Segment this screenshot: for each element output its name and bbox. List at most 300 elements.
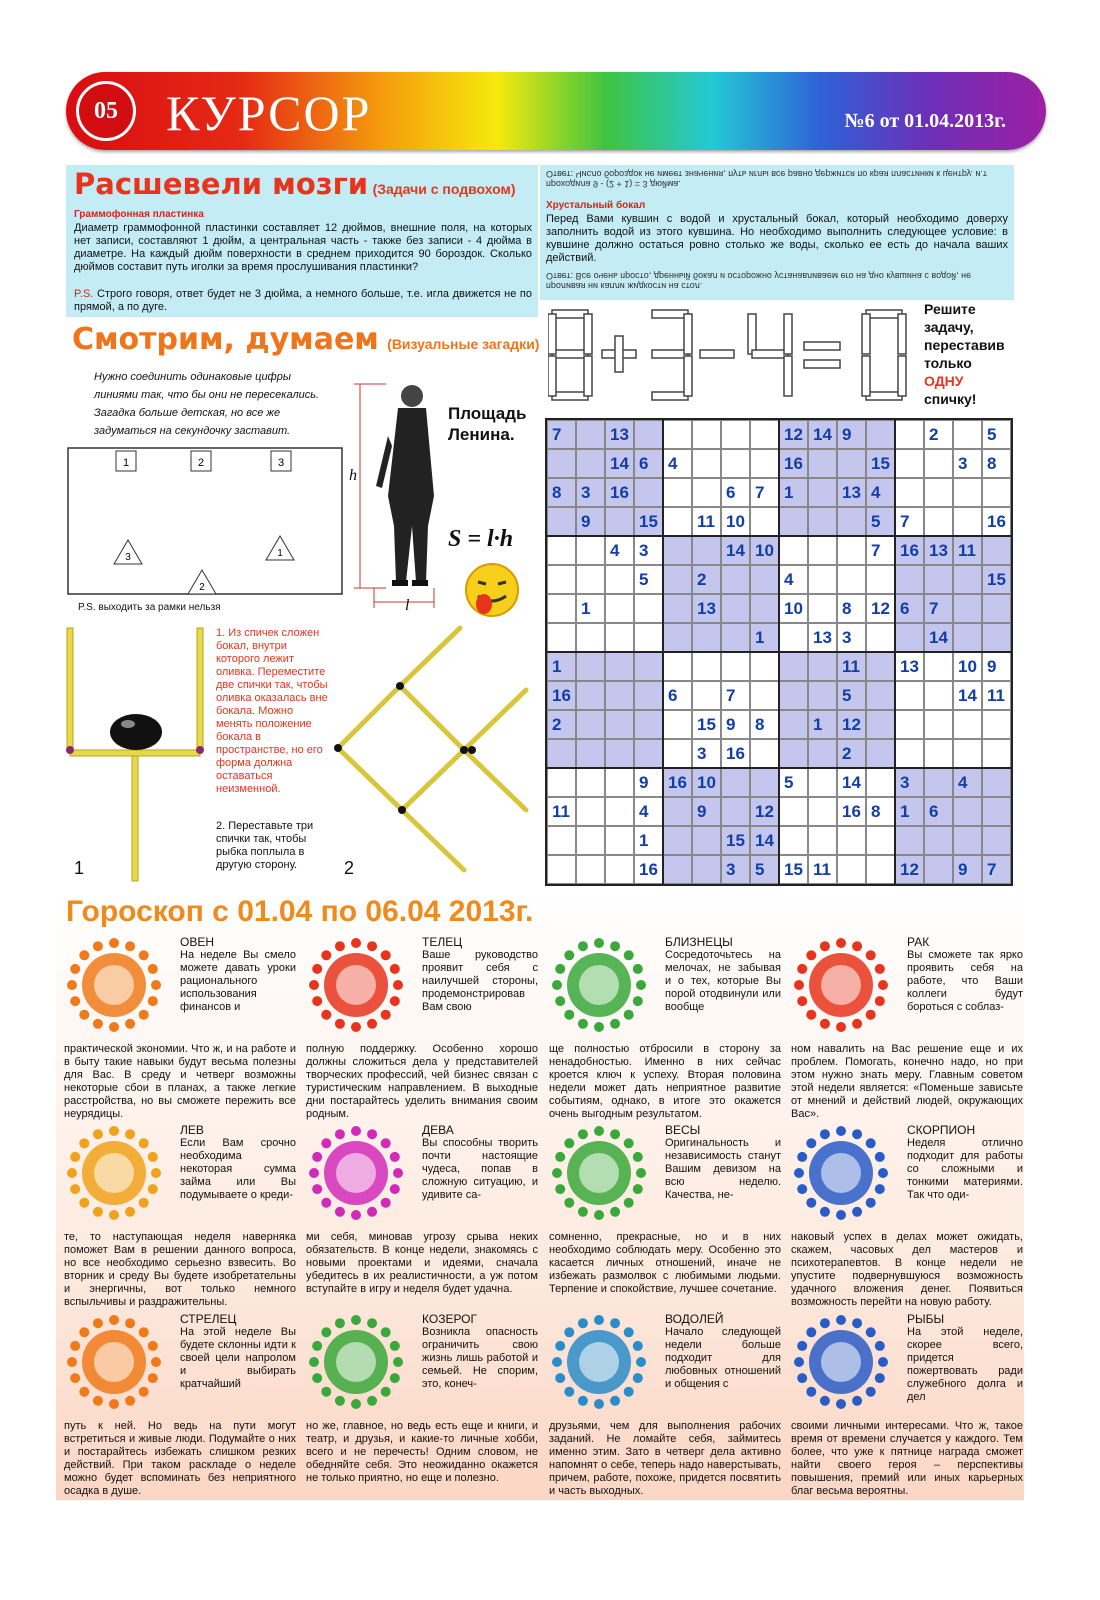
mirrored-answer-1 [546,169,1008,189]
sudoku-cell[interactable]: 12 [866,594,895,623]
sudoku-cell[interactable]: 8 [837,594,866,623]
pisces-icon [791,1312,891,1412]
sudoku-cell[interactable]: 12 [837,710,866,739]
task1-title: Граммофонная пластинка [74,209,204,220]
sudoku-cell[interactable] [953,420,982,449]
sudoku-cell[interactable] [953,710,982,739]
sudoku-cell[interactable] [605,826,634,855]
sudoku-cell[interactable]: 1 [808,710,837,739]
sudoku-cell[interactable] [953,478,982,507]
sign-name: СКОРПИОН [907,1123,976,1137]
sudoku-cell[interactable] [895,449,924,478]
sudoku-cell[interactable] [779,536,808,565]
sudoku-cell[interactable]: 11 [808,855,837,884]
sudoku-cell[interactable]: 3 [837,623,866,652]
sudoku-cell[interactable] [663,739,692,768]
sudoku-cell[interactable]: 7 [866,536,895,565]
sudoku-cell[interactable]: 15 [692,710,721,739]
sudoku-cell[interactable]: 10 [692,768,721,797]
sudoku-cell[interactable]: 7 [895,507,924,536]
figure-number-2: 2 [344,858,355,878]
sudoku-cell[interactable]: 13 [808,623,837,652]
sudoku-cell[interactable] [605,739,634,768]
sudoku-cell[interactable] [576,565,605,594]
sudoku-cell[interactable] [779,797,808,826]
sudoku-cell[interactable] [866,565,895,594]
sudoku-cell[interactable] [808,536,837,565]
sudoku-cell[interactable] [895,826,924,855]
sudoku-cell[interactable] [982,478,1011,507]
sudoku-cell[interactable] [692,449,721,478]
sudoku-cell[interactable]: 8 [547,478,576,507]
puzzle-line: Нужно соединить одинаковые цифры [94,371,291,383]
sudoku-cell[interactable] [895,681,924,710]
sign-intro: Оригинальность и независимость станут Вашим девизом на всю неделю. Качества, не- [665,1137,781,1201]
sudoku-cell[interactable] [837,565,866,594]
axis-l-label: l [405,597,410,614]
aries-icon [64,935,164,1035]
sudoku-cell[interactable]: 1 [547,652,576,681]
sudoku-cell[interactable] [866,652,895,681]
sudoku-cell[interactable] [953,739,982,768]
sudoku-cell[interactable] [808,739,837,768]
page-number: 05 [76,81,136,141]
sudoku-cell[interactable] [605,594,634,623]
sudoku-cell[interactable] [663,797,692,826]
sudoku-cell[interactable] [779,826,808,855]
sign-forecast: полную поддержку. Особенно хорошо должны сложиться дела у представителей творческих профессий, чей бизнес связан с туристическим направлением. В выходные дни постарайтесь уделить внимания своим родным. [306,1043,538,1120]
sudoku-cell[interactable]: 4 [634,797,663,826]
sudoku-cell[interactable]: 5 [837,681,866,710]
sudoku-cell[interactable]: 16 [837,797,866,826]
sudoku-cell[interactable]: 5 [779,768,808,797]
sudoku-cell[interactable] [837,536,866,565]
sudoku-cell[interactable]: 13 [895,652,924,681]
sudoku-cell[interactable]: 14 [750,826,779,855]
sudoku-cell[interactable] [866,420,895,449]
taurus-icon [306,935,406,1035]
sudoku-cell[interactable]: 7 [982,855,1011,884]
sign-name: РЫБЫ [907,1312,945,1326]
sudoku-cell[interactable]: 11 [692,507,721,536]
sudoku-cell[interactable] [576,826,605,855]
sudoku-cell[interactable] [953,507,982,536]
sudoku-cell[interactable] [895,739,924,768]
sudoku-cell[interactable] [692,478,721,507]
sudoku-cell[interactable]: 4 [663,449,692,478]
sudoku-cell[interactable] [982,739,1011,768]
task1-ps [74,288,532,314]
sudoku-cell[interactable]: 9 [837,420,866,449]
sudoku-cell[interactable] [663,855,692,884]
sudoku-cell[interactable]: 6 [895,594,924,623]
sudoku-cell[interactable] [750,739,779,768]
sudoku-cell[interactable] [779,681,808,710]
sudoku-cell[interactable] [750,594,779,623]
sudoku-cell[interactable]: 3 [634,536,663,565]
sudoku-cell[interactable] [663,420,692,449]
sudoku-cell[interactable]: 1 [779,478,808,507]
sudoku-cell[interactable] [924,478,953,507]
sudoku-cell[interactable] [750,652,779,681]
sudoku-cell[interactable] [982,536,1011,565]
sudoku-cell[interactable]: 11 [837,652,866,681]
box-label: 1 [122,457,130,469]
sudoku-cell[interactable] [982,797,1011,826]
sudoku-cell[interactable] [866,739,895,768]
sudoku-cell[interactable] [808,507,837,536]
sudoku-cell[interactable] [634,681,663,710]
sudoku-cell[interactable] [837,826,866,855]
sudoku-cell[interactable]: 14 [924,623,953,652]
sudoku-cell[interactable]: 16 [547,681,576,710]
sudoku-cell[interactable]: 3 [895,768,924,797]
sudoku-cell[interactable] [634,623,663,652]
sudoku-cell[interactable] [924,681,953,710]
sudoku-cell[interactable]: 9 [692,797,721,826]
sudoku-cell[interactable] [779,652,808,681]
sudoku-cell[interactable]: 16 [779,449,808,478]
sudoku-cell[interactable]: 3 [953,449,982,478]
sudoku-cell[interactable] [808,478,837,507]
sudoku-cell[interactable]: 9 [576,507,605,536]
sudoku-cell[interactable] [924,565,953,594]
sudoku-cell[interactable]: 11 [982,681,1011,710]
sudoku-cell[interactable]: 15 [982,565,1011,594]
sudoku-cell[interactable]: 4 [866,478,895,507]
sudoku-cell[interactable]: 5 [982,420,1011,449]
sudoku-cell[interactable] [808,652,837,681]
sudoku-cell[interactable] [576,681,605,710]
sudoku-cell[interactable]: 11 [953,536,982,565]
sudoku-cell[interactable] [750,420,779,449]
sudoku-cell[interactable]: 11 [547,797,576,826]
sudoku-cell[interactable] [692,536,721,565]
sudoku-cell[interactable] [547,594,576,623]
task1-ps-text: Строго говоря, ответ будет не 3 дюйма, а немного больше, т.е. игла движется не по прямой, а по дуге. [74,288,533,313]
sudoku-cell[interactable] [895,710,924,739]
sudoku-cell[interactable]: 5 [866,507,895,536]
sudoku-cell[interactable]: 2 [547,710,576,739]
sudoku-cell[interactable] [663,594,692,623]
sudoku-cell[interactable] [547,855,576,884]
visual-title: Смотрим, думаем [72,322,379,357]
sudoku-cell[interactable]: 5 [634,565,663,594]
sudoku-cell[interactable]: 7 [924,594,953,623]
task2-title: Хрустальный бокал [546,200,646,211]
sign-forecast: путь к ней. Но ведь на пути могут встретиться и живые люди. Подумайте о них и постарайтесь избежать слишком резких действий. При таком раскладе о неделе можно будет вспоминать без неприятного осадка в душе. [64,1420,296,1497]
sudoku-cell[interactable]: 13 [837,478,866,507]
sudoku-cell[interactable] [663,710,692,739]
sudoku-cell[interactable]: 5 [750,855,779,884]
sudoku-cell[interactable] [576,768,605,797]
sudoku-cell[interactable] [634,652,663,681]
sign-name: ЛЕВ [180,1123,204,1137]
sign-intro: На этой неделе, скорее всего, придется пожертвовать ради служебного долга и дел [907,1326,1023,1403]
sudoku-cell[interactable]: 16 [982,507,1011,536]
sudoku-cell[interactable]: 13 [924,536,953,565]
sudoku-cell[interactable]: 6 [663,681,692,710]
sudoku-cell[interactable]: 4 [953,768,982,797]
sudoku-cell[interactable] [576,855,605,884]
sudoku-cell[interactable] [576,652,605,681]
sudoku-cell[interactable]: 3 [576,478,605,507]
sudoku-cell[interactable]: 15 [634,507,663,536]
sudoku-cell[interactable] [634,478,663,507]
sudoku-cell[interactable]: 3 [721,855,750,884]
sudoku-cell[interactable] [750,507,779,536]
sudoku-cell[interactable] [866,826,895,855]
sudoku-cell[interactable] [605,681,634,710]
sudoku-cell[interactable] [982,594,1011,623]
sudoku-cell[interactable] [982,623,1011,652]
sudoku-cell[interactable]: 1 [895,797,924,826]
sudoku-cell[interactable] [547,768,576,797]
capricorn-icon [306,1312,406,1412]
sign-intro: Вы способны творить почти настоящие чудеса, попав в сложную ситуацию, и удивите са- [422,1137,538,1201]
sign-name: БЛИЗНЕЦЫ [665,935,733,949]
sudoku-cell[interactable]: 7 [750,478,779,507]
sudoku-cell[interactable]: 2 [837,739,866,768]
sudoku-cell[interactable] [634,710,663,739]
sudoku-cell[interactable] [605,768,634,797]
sign-forecast: наковый успех в делах может ожидать, скажем, часовых дел мастеров и психотерапевтов. В конце недели не упустите подвернувшуюся возможность удачного вложения денег. Появиться возможность перейти на новую работу. [791,1231,1023,1308]
sudoku-cell[interactable]: 7 [547,420,576,449]
sudoku-cell[interactable] [837,855,866,884]
sudoku-cell[interactable] [924,710,953,739]
sudoku-cell[interactable] [750,565,779,594]
sudoku-cell[interactable]: 9 [953,855,982,884]
sudoku-cell[interactable] [576,710,605,739]
sudoku-cell[interactable]: 10 [750,536,779,565]
sudoku-cell[interactable] [808,681,837,710]
sudoku-cell[interactable] [779,739,808,768]
sudoku-cell[interactable] [982,826,1011,855]
sudoku-cell[interactable] [750,681,779,710]
sudoku-cell[interactable]: 1 [576,594,605,623]
sudoku-cell[interactable] [547,507,576,536]
sudoku-cell[interactable] [576,739,605,768]
sudoku-cell[interactable] [663,565,692,594]
sudoku-cell[interactable]: 9 [721,710,750,739]
mirror-line: проходила 9 - (2 + 1) = 3 дюйма. [546,179,681,189]
sudoku-cell[interactable] [924,449,953,478]
sudoku-cell[interactable] [547,739,576,768]
sudoku-cell[interactable] [808,565,837,594]
sudoku-cell[interactable]: 16 [895,536,924,565]
sudoku-cell[interactable] [779,710,808,739]
sudoku-cell[interactable]: 9 [634,768,663,797]
sudoku-cell[interactable]: 10 [953,652,982,681]
sudoku-cell[interactable] [605,623,634,652]
caption-line: задачу, [924,319,974,335]
sudoku-cell[interactable]: 12 [779,420,808,449]
sudoku-cell[interactable] [634,739,663,768]
sudoku-cell[interactable]: 15 [721,826,750,855]
sudoku-cell[interactable]: 15 [779,855,808,884]
sudoku-cell[interactable] [750,768,779,797]
sudoku-cell[interactable] [721,565,750,594]
sudoku-cell[interactable] [605,797,634,826]
sudoku-cell[interactable] [692,855,721,884]
sudoku-cell[interactable] [663,826,692,855]
sudoku-cell[interactable] [924,855,953,884]
sudoku-cell[interactable]: 13 [692,594,721,623]
sudoku-cell[interactable] [663,536,692,565]
sign-intro: Неделя отлично подходит для работы со сложными и тонкими материями. Так что оди- [907,1137,1023,1201]
sudoku-cell[interactable] [837,449,866,478]
sudoku-block-divider [547,651,1011,653]
sudoku-cell[interactable] [953,565,982,594]
sudoku-cell[interactable] [721,652,750,681]
sudoku-cell[interactable] [924,826,953,855]
sudoku-cell[interactable] [634,420,663,449]
sudoku-cell[interactable] [808,797,837,826]
visual-title-block [72,322,539,357]
libra-icon [549,1123,649,1223]
match-task-2: 2. Переставьте три спички так, чтобы рыбка поплыла в другую сторону. [216,820,314,871]
sudoku-cell[interactable]: 8 [866,797,895,826]
sudoku-cell[interactable] [924,652,953,681]
sudoku-cell[interactable] [692,826,721,855]
sudoku-cell[interactable] [605,855,634,884]
sudoku-cell[interactable]: 16 [663,768,692,797]
sudoku-cell[interactable] [576,536,605,565]
sudoku-cell[interactable] [547,449,576,478]
sudoku-cell[interactable] [576,420,605,449]
sudoku-cell[interactable] [866,768,895,797]
sudoku-cell[interactable] [692,420,721,449]
sudoku-cell[interactable] [895,565,924,594]
sudoku-cell[interactable] [721,449,750,478]
lenin-figure-illustration [346,376,446,611]
sudoku-cell[interactable] [779,507,808,536]
sudoku-cell[interactable] [547,536,576,565]
sudoku-cell[interactable] [663,507,692,536]
sudoku-cell[interactable] [605,710,634,739]
sign-intro: Ваше руководство проявит себя с наилучшей стороны, продемонстрировав Вам свою [422,949,538,1013]
sudoku-cell[interactable]: 12 [750,797,779,826]
sudoku-cell[interactable] [866,710,895,739]
sudoku-cell[interactable] [721,768,750,797]
sudoku-cell[interactable]: 14 [953,681,982,710]
sudoku-cell[interactable]: 2 [692,565,721,594]
sudoku-cell[interactable] [808,768,837,797]
sudoku-cell[interactable]: 1 [634,826,663,855]
sudoku-cell[interactable] [866,623,895,652]
caption-line: переставив [924,337,1005,353]
sudoku-cell[interactable] [808,594,837,623]
sudoku-cell[interactable] [663,478,692,507]
sudoku-cell[interactable] [692,623,721,652]
sign-intro: Возникла опасность ограничить свою жизнь лишь работой и семьей. Не спорим, это, конеч- [422,1326,538,1390]
sudoku-cell[interactable] [779,623,808,652]
sudoku-cell[interactable]: 3 [692,739,721,768]
sudoku-cell[interactable] [953,623,982,652]
sudoku-cell[interactable]: 14 [605,449,634,478]
sudoku-cell[interactable]: 4 [605,536,634,565]
sudoku-cell[interactable] [866,855,895,884]
sudoku-cell[interactable] [895,420,924,449]
sudoku-cell[interactable]: 14 [721,536,750,565]
sudoku-cell[interactable]: 13 [605,420,634,449]
sudoku-cell[interactable] [663,623,692,652]
sudoku-cell[interactable] [953,797,982,826]
sudoku-cell[interactable]: 2 [924,420,953,449]
sudoku-cell[interactable] [605,565,634,594]
sudoku-cell[interactable] [721,797,750,826]
sudoku-cell[interactable]: 8 [982,449,1011,478]
sudoku-cell[interactable]: 7 [721,681,750,710]
sudoku-cell[interactable] [576,797,605,826]
sign-name: СТРЕЛЕЦ [180,1312,237,1326]
sudoku-cell[interactable] [547,623,576,652]
sudoku-cell[interactable] [924,739,953,768]
matchstick-glass-puzzle [62,624,212,886]
sudoku-cell[interactable]: 14 [808,420,837,449]
mirror-line: Ответ: Все очень просто, дренный бокал и осторожно устанавливаем его на дно кувшина с водой, не [546,271,972,281]
sudoku-cell[interactable]: 8 [750,710,779,739]
sudoku-cell[interactable] [721,420,750,449]
sudoku-cell[interactable] [837,507,866,536]
sudoku-cell[interactable]: 6 [721,478,750,507]
sign-name: ОВЕН [180,935,215,949]
sudoku-cell[interactable] [808,449,837,478]
sudoku-cell[interactable] [605,652,634,681]
sudoku-cell[interactable] [953,594,982,623]
sudoku-cell[interactable]: 12 [895,855,924,884]
sudoku-cell[interactable]: 4 [779,565,808,594]
sudoku-cell[interactable] [982,768,1011,797]
sudoku-cell[interactable] [634,594,663,623]
sudoku-cell[interactable] [895,478,924,507]
sudoku-cell[interactable]: 16 [634,855,663,884]
sudoku-cell[interactable] [576,449,605,478]
sudoku-cell[interactable] [953,826,982,855]
sudoku-cell[interactable] [808,826,837,855]
sudoku-cell[interactable] [576,623,605,652]
sudoku-cell[interactable] [866,681,895,710]
sudoku-cell[interactable] [924,507,953,536]
sudoku-cell[interactable] [547,826,576,855]
sudoku-cell[interactable]: 16 [605,478,634,507]
sudoku-cell[interactable]: 9 [982,652,1011,681]
sudoku-cell[interactable]: 6 [634,449,663,478]
sudoku-cell[interactable] [721,594,750,623]
sudoku-cell[interactable] [750,449,779,478]
sudoku-cell[interactable] [721,623,750,652]
sudoku-cell[interactable] [895,623,924,652]
sudoku-cell[interactable] [605,507,634,536]
header-banner [66,72,1046,150]
sudoku-cell[interactable]: 10 [721,507,750,536]
sudoku-cell[interactable] [547,565,576,594]
sudoku-cell[interactable]: 15 [866,449,895,478]
sudoku-cell[interactable] [692,681,721,710]
sudoku-cell[interactable] [692,652,721,681]
sudoku-cell[interactable]: 6 [924,797,953,826]
sign-forecast: практической экономии. Что ж, и на работе и в быту такие навыки будут весьма полезны для Вас. В среду и четверг возможны некоторые сбои в планах, а также легкие расстройства, но вы сможете пережить все неурядицы. [64,1043,296,1120]
sudoku-cell[interactable]: 14 [837,768,866,797]
sign-forecast: ще полностью отбросили в сторону за ненадобностью. Именно в них сейчас кроется ключ к успеху. Вторая половина недели может дать неприятное развитие событиям, однако, в итоге это окажется очень выгодным результатом. [549,1043,781,1120]
sudoku-cell[interactable]: 1 [750,623,779,652]
sudoku-cell[interactable] [663,652,692,681]
sudoku-cell[interactable]: 10 [779,594,808,623]
sudoku-cell[interactable] [924,768,953,797]
virgo-icon [306,1123,406,1223]
sudoku-cell[interactable]: 16 [721,739,750,768]
sudoku-cell[interactable] [982,710,1011,739]
